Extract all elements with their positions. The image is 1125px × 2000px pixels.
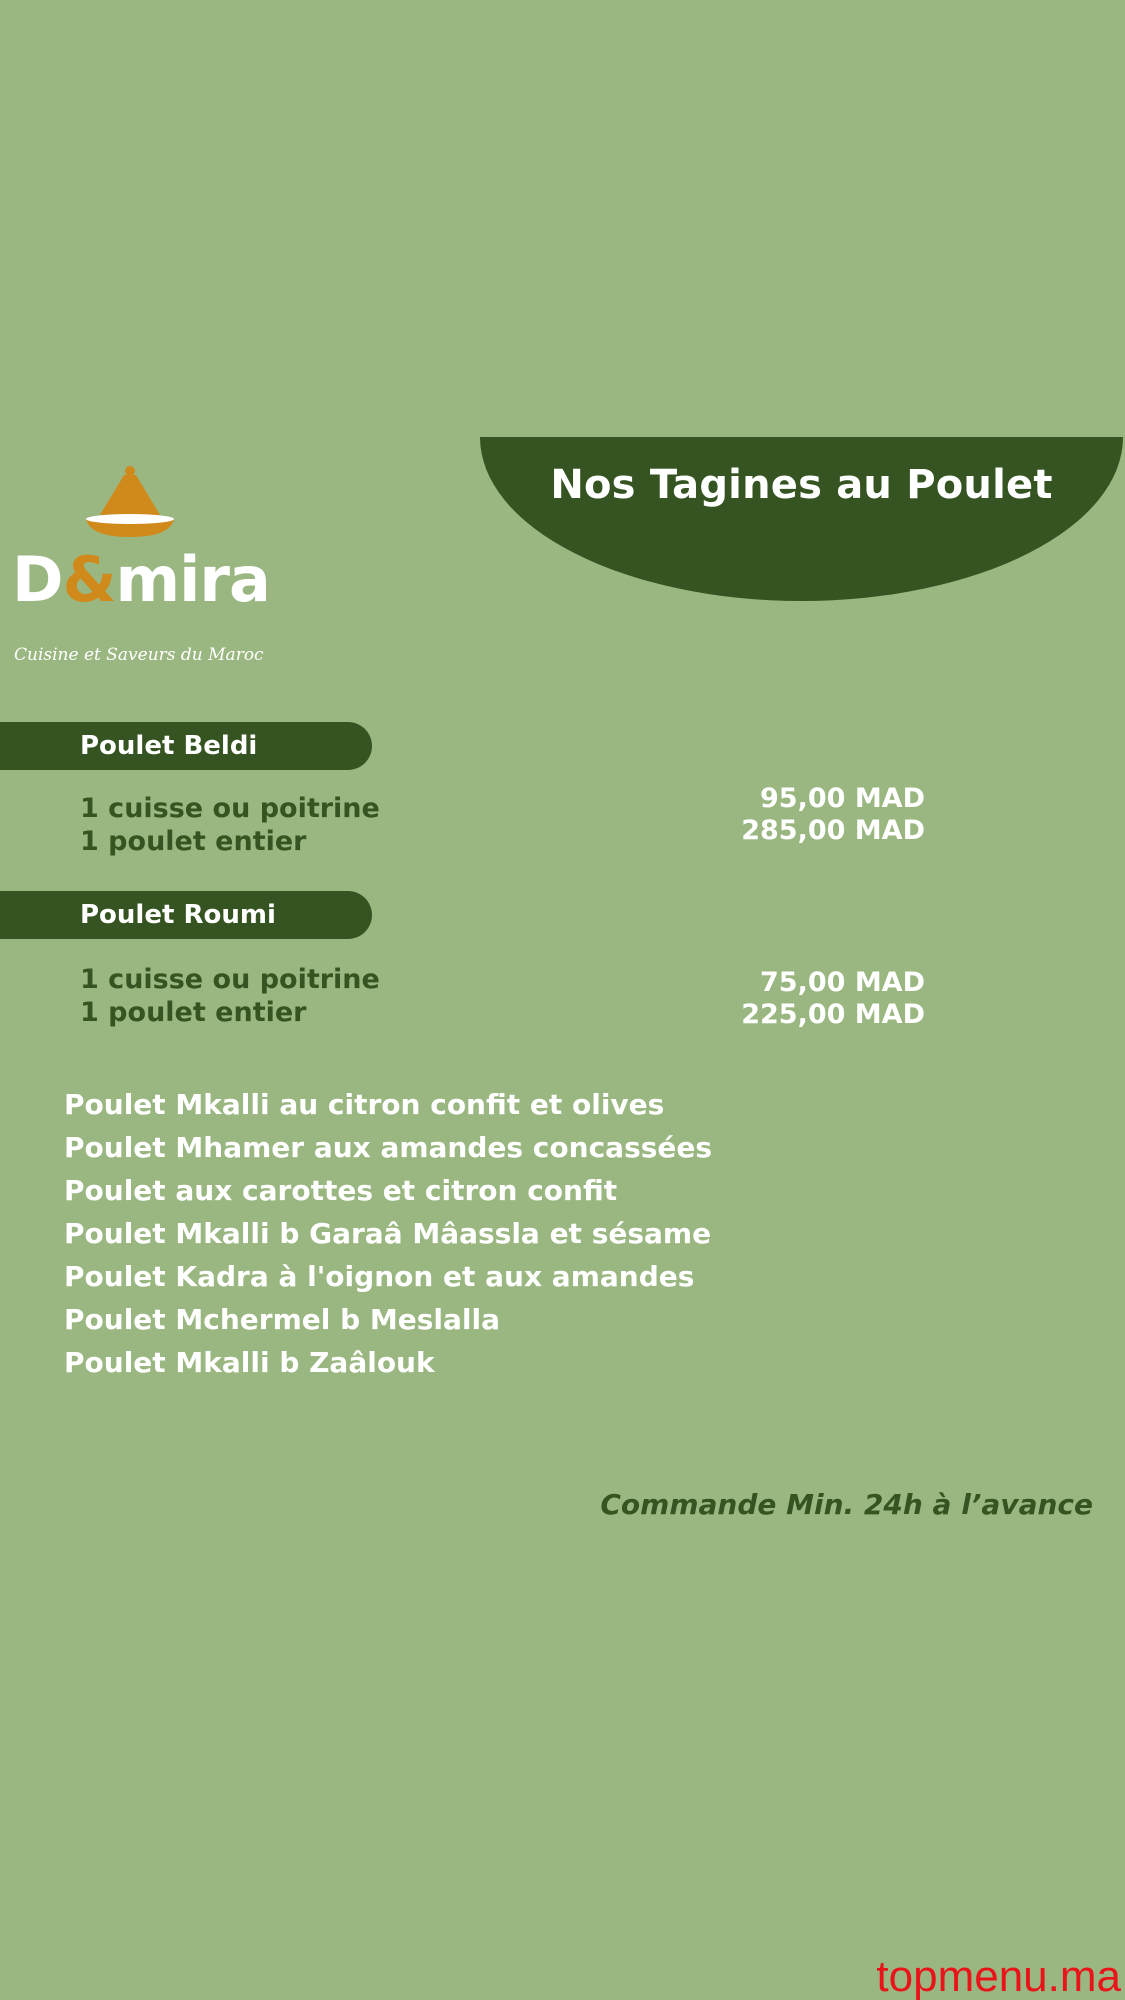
list-item: Poulet Mhamer aux amandes concassées [64,1131,713,1164]
order-note: Commande Min. 24h à l’avance [600,1488,1093,1521]
page-title: Nos Tagines au Poulet [550,462,1053,508]
dish-list [64,1083,712,1384]
tagine-icon [84,465,176,543]
list-item: Poulet Mchermel b Meslalla [64,1303,501,1336]
section-title: Poulet Beldi [80,731,258,761]
section-title: Poulet Roumi [80,900,276,930]
section-header-beldi [0,722,372,770]
item-label: 1 poulet entier [80,997,307,1028]
list-item: Poulet Mkalli au citron confit et olives [64,1088,665,1121]
brand-name: D&mira [12,543,270,616]
brand-logo [12,465,270,675]
list-item: Poulet Mkalli b Zaâlouk [64,1346,435,1379]
item-price: 225,00 MAD [741,999,925,1030]
item-price: 285,00 MAD [741,815,925,846]
watermark: topmenu.ma [876,1952,1121,2000]
item-price: 95,00 MAD [760,783,925,814]
item-price: 75,00 MAD [760,967,925,998]
list-item: Poulet Kadra à l'oignon et aux amandes [64,1260,695,1293]
section-header-roumi [0,891,372,939]
list-item: Poulet Mkalli b Garaâ Mâassla et sésame [64,1217,712,1250]
item-label: 1 cuisse ou poitrine [80,793,380,824]
item-label: 1 cuisse ou poitrine [80,964,380,995]
list-item: Poulet aux carottes et citron confit [64,1174,618,1207]
item-label: 1 poulet entier [80,826,307,857]
brand-tagline: Cuisine et Saveurs du Maroc [14,645,264,665]
